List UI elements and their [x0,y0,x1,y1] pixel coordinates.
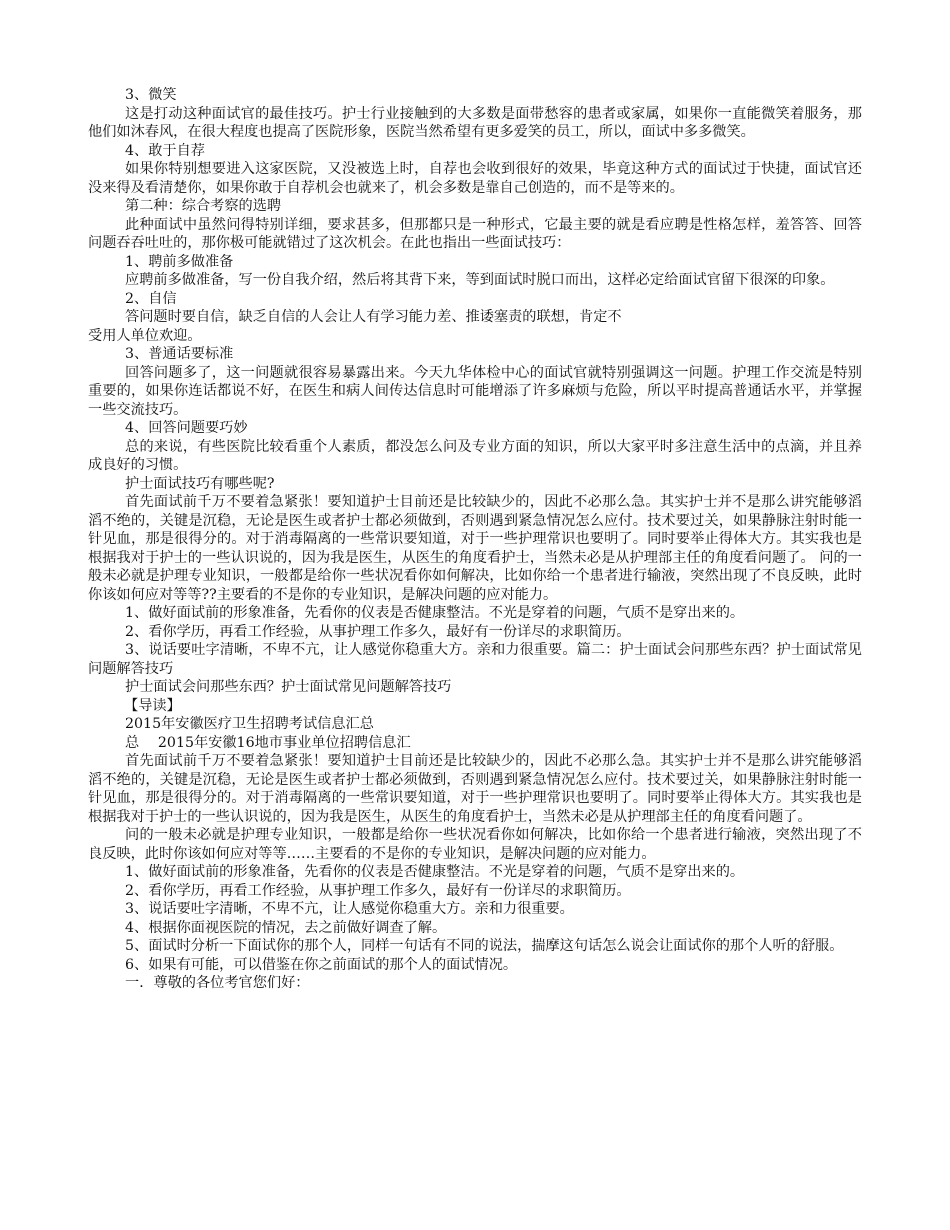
list-item-b6: 6、如果有可能，可以借鉴在你之前面试的那个人的面试情况。 [125,956,518,973]
paragraph-answer: 总的来说，有些医院比较看重个人素质，都没怎么问及专业方面的知识，所以大家平时多注意生活中的点滴，并且养成良好的习惯。 [88,438,862,473]
paragraph-mandarin: 回答问题多了，这一问题就很容易暴露出来。今天九华体检中心的面试官就特别强调这一问题。护理工作交流是特别重要的，如果你连话都说不好，在医生和病人间传达信息时可能增添了许多麻烦与危险，所以平时提高普通话水平，并掌握一些交流技巧。 [88,364,862,418]
paragraph-prepare: 应聘前多做准备，写一份自我介绍，然后将其背下来，等到面试时脱口而出，这样必定给面试官留下很深的印象。 [125,272,835,288]
heading-mandarin: 3、普通话要标准 [125,346,234,362]
heading-tips-question: 护士面试技巧有哪些呢? [125,475,275,492]
paragraph-smile: 这是打动这种面试官的最佳技巧。护士行业接触到的大多数是面带愁容的患者或家属，如果你一直能微笑着服务，那他们如沐春风，在很大程度也提高了医院形象，医院当然希望有更多爱笑的员工，所以，面试中多多微笑。 [88,105,862,140]
link-text-anhui-16-cities: 总 2015年安徽16地市事业单位招聘信息汇 [125,734,411,751]
paragraph-comprehensive: 此种面试中虽然问得特别详细，要求甚多，但那都只是一种形式，它最主要的就是看应聘是性格怎样，羞答答、回答问题吞吞吐吐的，那你极可能就错过了这次机会。在此也指出一些面试技巧： [88,216,862,251]
heading-comprehensive: 第二种：综合考察的选聘 [125,198,282,214]
list-item-b3: 3、说话要吐字清晰，不卑不亢，让人感觉你稳重大方。亲和力很重要。 [125,901,574,917]
paragraph-confidence-cont: 受用人单位欢迎。 [88,327,202,344]
heading-prepare: 1、聘前多做准备 [125,253,234,270]
list-item-2: 2、看你学历，再看工作经验，从事护理工作多久，最好有一份详尽的求职简历。 [125,623,631,640]
heading-self-recommend: 4、敢于自荐 [125,142,205,159]
subtitle-article-2: 护士面试会问那些东西？护士面试常见问题解答技巧 [125,679,452,695]
paragraph-greeting: 一．尊敬的各位考官您们好： [125,975,310,991]
paragraph-tips-1: 首先面试前千万不要着急紧张！要知道护士目前还是比较缺少的，因此不必那么急。其实护士并不是那么讲究能够滔滔不绝的，关键是沉稳，无论是医生或者护士都必须做到，否则遇到紧急情况怎么应付。技术要过关，如果静脉注射时能一针见血，那是很得分的。对于消毒隔离的一些常识要知道，对于一些护理常识也要明了。同时要举止得体大方。其实我也是根据我对于护士的一些认识说的，因为我是医生，从医生的角度看护士，当然未必是从护理部主任的角度看问题了。 问的一般未必就是护理专业知识，一般都是给你一些状况看你如何解决，比如你给一个患者进行输液，突然出现了不良反映，此时你该如何应对等等??主要看的不是你的专业知识，是解决问题的应对能力。 [88,494,862,603]
heading-smile: 3、微笑 [125,87,177,103]
list-item-b5: 5、面试时分析一下面试你的那个人，同样一句话有不同的说法，揣摩这句话怎么说会让面试你的那个人听的舒服。 [125,938,844,954]
paragraph-tips-3: 问的一般未必就是护理专业知识，一般都是给你一些状况看你如何解决，比如你给一个患者进行输液，突然出现了不良反映，此时你该如何应对等等……主要看的不是你的专业知识，是解决问题的应对能力。 [88,827,862,862]
paragraph-confidence: 答问题时要自信，缺乏自信的人会让人有学习能力差、推诿塞责的联想，肯定不 [125,309,622,325]
paragraph-tips-2: 首先面试前千万不要着急紧张！要知道护士目前还是比较缺少的，因此不必那么急。其实护士并不是那么讲究能够滔滔不绝的，关键是沉稳，无论是医生或者护士都必须做到，否则遇到紧急情况怎么应付。技术要过关，如果静脉注射时能一针见血，那是很得分的。对于消毒隔离的一些常识要知道，对于一些护理常识也要明了。同时要举止得体大方。其实我也是根据我对于护士的一些认识说的，因为我是医生，从医生的角度看护士，当然未必是从护理部主任的角度看问题了。 [88,753,862,825]
paragraph-self-recommend: 如果你特别想要进入这家医院，又没被选上时，自荐也会收到很好的效果，毕竟这种方式的面试过于快捷，面试官还没来得及看清楚你，如果你敢于自荐机会也就来了，机会多数是靠自己创造的，而不是等来的。 [88,161,862,196]
list-item-b1: 1、做好面试前的形象准备，先看你的仪表是否健康整洁。不光是穿着的问题，气质不是穿出来的。 [125,864,745,880]
heading-confidence: 2、自信 [125,290,177,307]
heading-answer: 4、回答问题要巧妙 [125,420,248,436]
list-item-b4: 4、根据你面视医院的情况，去之前做好调查了解。 [125,919,447,936]
heading-guide: 【导读】 [124,697,181,714]
link-text-anhui-medical: 2015年安徽医疗卫生招聘考试信息汇总 [125,716,374,732]
list-item-b2: 2、看你学历，再看工作经验，从事护理工作多久，最好有一份详尽的求职简历。 [125,882,631,899]
list-item-1: 1、做好面试前的形象准备，先看你的仪表是否健康整洁。不光是穿着的问题，气质不是穿出来的。 [125,605,745,621]
list-item-3: 3、说话要吐字清晰，不卑不亢，让人感觉你稳重大方。亲和力很重要。篇二：护士面试会问那些东西？护士面试常见问题解答技巧 [88,642,862,677]
